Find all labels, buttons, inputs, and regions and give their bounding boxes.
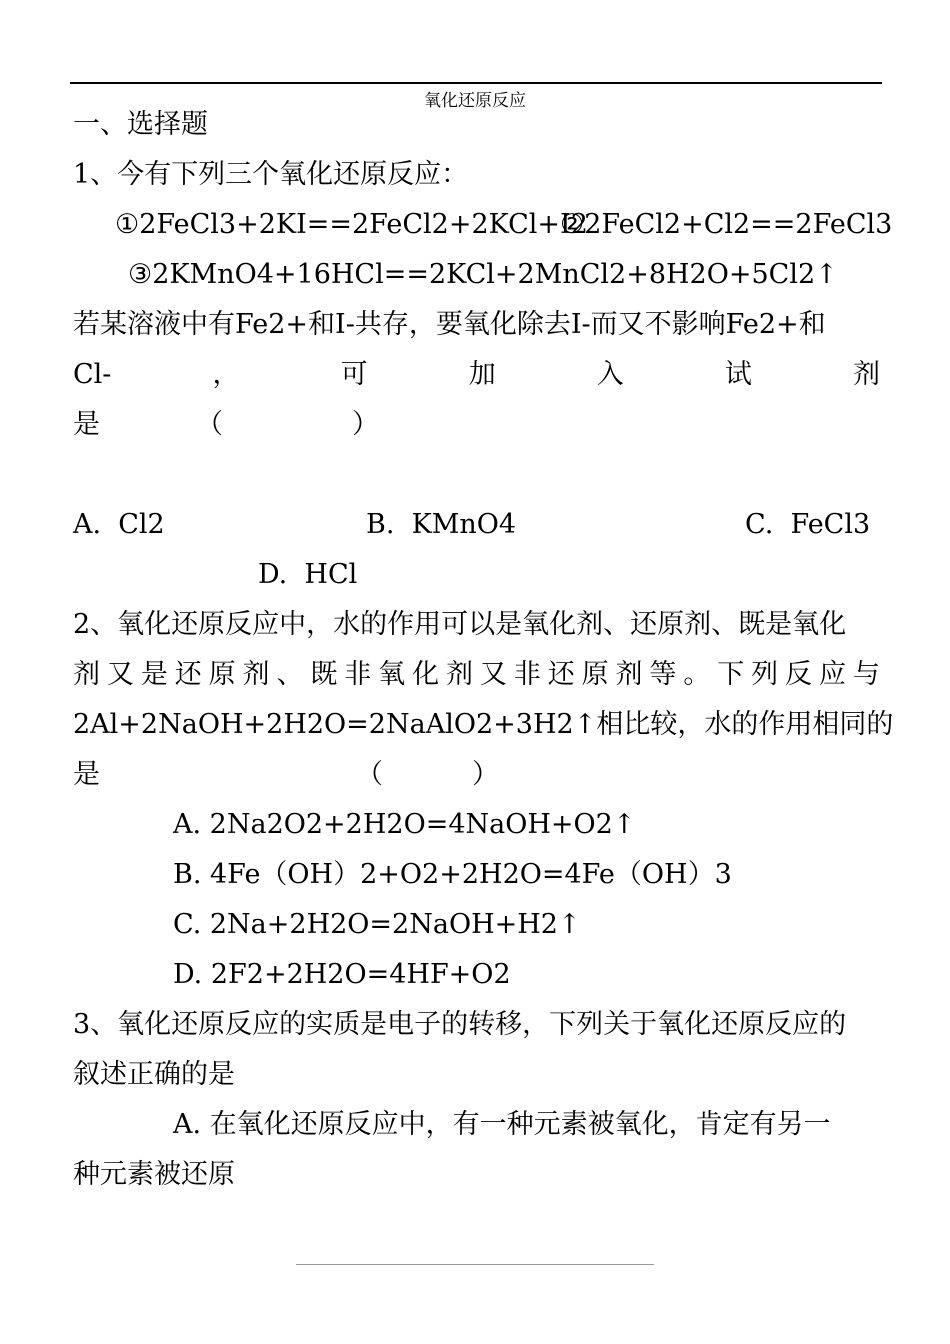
- q1-text-line-2-seg: Cl-: [73, 359, 112, 390]
- q2-text-line-3-seg: 作: [758, 709, 786, 740]
- footer-rule: [296, 1264, 654, 1265]
- q3-option-a-line-2: 种元素被还原: [73, 1159, 235, 1190]
- q3-text-line-1: 3、氧化还原反应的实质是电子的转移，下列关于氧化还原反应的: [73, 1009, 847, 1040]
- page-header-title: 氧化还原反应: [424, 91, 526, 111]
- q1-stem: 1、今有下列三个氧化还原反应：: [73, 159, 469, 190]
- q2-text-line-2-seg: 下: [717, 659, 745, 690]
- q2-text-line-1: 2、氧化还原反应中，水的作用可以是氧化剂、还原剂、既是氧化: [73, 609, 847, 640]
- q2-text-line-3-seg: 的: [866, 709, 894, 740]
- q1-answer-paren-close: ）: [352, 409, 379, 440]
- q2-text-line-2-seg: 是: [140, 659, 168, 690]
- q2-text-line-3-seg: ，: [677, 709, 705, 740]
- q1-option-a: A. Cl2: [73, 509, 165, 540]
- q2-text-line-2-seg: 还: [174, 659, 202, 690]
- q1-equation-2: ②2FeCl2+Cl2==2FeCl3: [560, 209, 893, 240]
- q2-option-d: D. 2F2+2H2O=4HF+O2: [173, 959, 511, 990]
- q2-text-line-2-seg: 化: [412, 659, 440, 690]
- q1-text-line-2-seg: 加: [468, 359, 496, 390]
- q2-text-line-3-seg: 较: [650, 709, 678, 740]
- section-heading: 一、选择题: [73, 109, 208, 140]
- q1-option-c: C. FeCl3: [745, 509, 871, 540]
- q2-text-line-2-seg: 与: [852, 659, 880, 690]
- q3-option-a-line-1: A. 在氧化还原反应中，有一种元素被氧化，肯定有另一: [173, 1109, 831, 1140]
- q2-text-line-2-seg: 应: [818, 659, 846, 690]
- q2-text-line-3-seg: 同: [839, 709, 867, 740]
- q2-text-line-2-seg: 反: [785, 659, 813, 690]
- q2-text-line-2-seg: 原: [581, 659, 609, 690]
- q2-text-line-2-seg: 剂: [615, 659, 643, 690]
- q1-option-d: D. HCl: [258, 559, 358, 590]
- q1-equation-1: ①2FeCl3+2KI==2FeCl2+2KCl+I2: [115, 209, 588, 240]
- q2-text-line-3-seg: 的: [731, 709, 759, 740]
- q1-text-line-3-start: 是: [73, 409, 100, 440]
- q2-text-line-2-seg: 又: [479, 659, 507, 690]
- q2-text-line-2-seg: 剂: [73, 659, 100, 690]
- q2-text-line-2-seg: 列: [751, 659, 779, 690]
- q1-equation-3: ③2KMnO4+16HCl==2KCl+2MnCl2+8H2O+5Cl2↑: [128, 259, 838, 290]
- q2-text-line-3-seg: 比: [623, 709, 651, 740]
- q3-text-line-2: 叙述正确的是: [73, 1059, 235, 1090]
- q1-text-line-2-seg: 试: [724, 359, 752, 390]
- q1-text-line-2: [73, 358, 880, 392]
- q2-text-line-2-seg: 等: [649, 659, 677, 690]
- q2-answer-paren-close: ）: [472, 759, 499, 790]
- q2-text-line-2-seg: 氧: [378, 659, 406, 690]
- q2-text-line-3-seg: 用: [785, 709, 813, 740]
- q2-text-line-2-seg: 非: [344, 659, 372, 690]
- q2-text-line-3-seg: 相: [596, 709, 624, 740]
- q1-option-b: B. KMnO4: [366, 509, 517, 540]
- q1-text-line-2-seg: 入: [596, 359, 624, 390]
- q2-text-line-2-seg: 又: [106, 659, 134, 690]
- q2-reaction-equation: 2Al+2NaOH+2H2O=2NaAlO2+3H2: [73, 709, 574, 740]
- q2-text-line-2-seg: 、: [276, 659, 304, 690]
- q2-text-line-3-seg: 相: [812, 709, 840, 740]
- q2-text-line-3-seg: 水: [704, 709, 732, 740]
- q2-text-line-2-seg: 既: [310, 659, 338, 690]
- q2-text-line-2: [73, 658, 880, 692]
- q2-option-b: B. 4Fe（OH）2+O2+2H2O=4Fe（OH）3: [173, 859, 732, 890]
- q1-text-line-2-seg: 剂: [852, 359, 880, 390]
- q1-text-line-2-seg: ，: [212, 359, 240, 390]
- q2-text-line-3-seg: ↑: [573, 709, 597, 740]
- q2-text-line-4-start: 是: [73, 759, 100, 790]
- q2-text-line-2-seg: 剂: [242, 659, 270, 690]
- q1-text-line-1: 若某溶液中有Fe2+和I-共存，要氧化除去I-而又不影响Fe2+和: [73, 309, 826, 340]
- q2-text-line-2-seg: 还: [547, 659, 575, 690]
- q2-text-line-3: [73, 708, 894, 742]
- header-rule: [70, 82, 882, 84]
- q2-text-line-2-seg: 。: [683, 659, 711, 690]
- q2-text-line-2-seg: 剂: [445, 659, 473, 690]
- q2-text-line-2-seg: 非: [513, 659, 541, 690]
- q2-option-c: C. 2Na+2H2O=2NaOH+H2↑: [173, 909, 581, 940]
- q2-answer-paren-open: （: [356, 759, 383, 790]
- q1-answer-paren-open: （: [196, 409, 223, 440]
- q2-text-line-2-seg: 原: [208, 659, 236, 690]
- q2-option-a: A. 2Na2O2+2H2O=4NaOH+O2↑: [173, 809, 636, 840]
- q1-text-line-2-seg: 可: [340, 359, 368, 390]
